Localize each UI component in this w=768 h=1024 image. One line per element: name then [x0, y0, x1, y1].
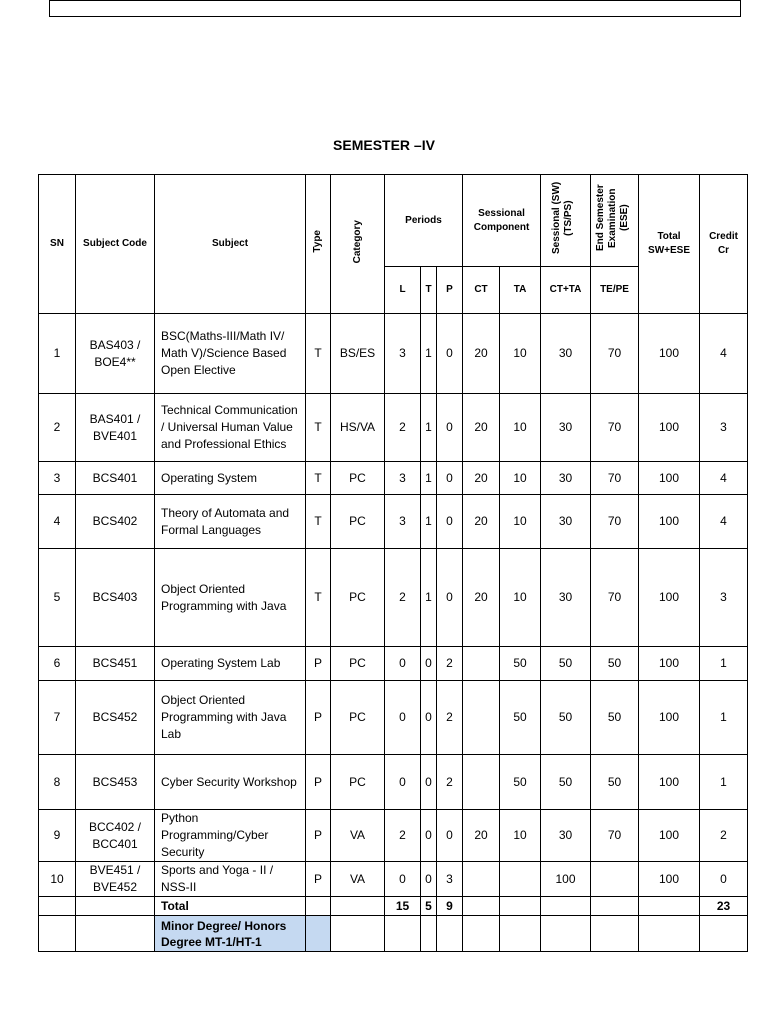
header-sn: SN: [39, 175, 76, 314]
cell-t: 0: [421, 810, 437, 862]
header-ese: End Semester Examination (ESE): [594, 184, 630, 252]
cell-category: VA: [331, 810, 385, 862]
cell-category: PC: [331, 647, 385, 681]
cell-ct: [463, 681, 500, 755]
cell-sw: 50: [541, 681, 591, 755]
cell-code: BCS452: [76, 681, 155, 755]
cell-sn: 6: [39, 647, 76, 681]
table-row: [39, 495, 748, 549]
cell-credit: 3: [700, 394, 748, 462]
cell-l: 2: [385, 549, 421, 647]
cell-l: 0: [385, 755, 421, 810]
cell-ta: 50: [500, 755, 541, 810]
cell-type: T: [306, 314, 331, 394]
cell-total: 100: [639, 647, 700, 681]
cell-total: 100: [639, 549, 700, 647]
cell-code: BVE451 / BVE452: [76, 862, 155, 897]
cell-sn: 3: [39, 462, 76, 495]
semester-table: [38, 174, 748, 952]
cell-sw: 30: [541, 549, 591, 647]
total-label: Total: [155, 897, 306, 916]
cell-p: 0: [437, 314, 463, 394]
header-t: T: [421, 267, 437, 314]
cell-p: 3: [437, 862, 463, 897]
cell-code: BCS403: [76, 549, 155, 647]
cell-sw: 30: [541, 495, 591, 549]
cell-subject: BSC(Maths-III/Math IV/ Math V)/Science Based Open Elective: [155, 314, 306, 394]
cell-sw: 50: [541, 755, 591, 810]
header-category: Category: [351, 219, 363, 264]
cell-code: BCC402 / BCC401: [76, 810, 155, 862]
header-credit: Credit Cr: [700, 175, 748, 314]
cell-type: P: [306, 681, 331, 755]
cell-total: 100: [639, 462, 700, 495]
cell-ta: 10: [500, 810, 541, 862]
cell-credit: 1: [700, 755, 748, 810]
cell-ta: 10: [500, 314, 541, 394]
cell-t: 0: [421, 647, 437, 681]
cell-p: 0: [437, 810, 463, 862]
cell-type: T: [306, 394, 331, 462]
empty-cell: [421, 916, 437, 952]
cell-ta: [500, 862, 541, 897]
cell-credit: 3: [700, 549, 748, 647]
cell-sn: 8: [39, 755, 76, 810]
cell-ta: 10: [500, 462, 541, 495]
cell-subject: Object Oriented Programming with Java: [155, 549, 306, 647]
cell-ct: 20: [463, 394, 500, 462]
cell-p: 0: [437, 462, 463, 495]
table-row: [39, 394, 748, 462]
minor-degree-row: [39, 916, 748, 952]
empty-cell: [331, 897, 385, 916]
header-sessional-sw-cell: [541, 175, 591, 267]
empty-cell: [76, 897, 155, 916]
header-l: L: [385, 267, 421, 314]
total-t: 5: [421, 897, 437, 916]
header-subject-code: Subject Code: [76, 175, 155, 314]
cell-sn: 10: [39, 862, 76, 897]
cell-l: 0: [385, 862, 421, 897]
empty-cell: [76, 916, 155, 952]
cell-p: 2: [437, 681, 463, 755]
table-row: [39, 810, 748, 862]
table-row: [39, 314, 748, 394]
cell-ta: 50: [500, 681, 541, 755]
cell-credit: 2: [700, 810, 748, 862]
minor-degree-highlight: [306, 916, 331, 952]
cell-l: 2: [385, 810, 421, 862]
cell-subject: Cyber Security Workshop: [155, 755, 306, 810]
header-sessional-component: Sessional Component: [463, 175, 541, 267]
cell-sn: 7: [39, 681, 76, 755]
header-te-pe: TE/PE: [591, 267, 639, 314]
table-row: [39, 755, 748, 810]
cell-category: PC: [331, 495, 385, 549]
cell-type: P: [306, 810, 331, 862]
cell-category: PC: [331, 755, 385, 810]
cell-ct: 20: [463, 495, 500, 549]
cell-t: 0: [421, 681, 437, 755]
header-ct: CT: [463, 267, 500, 314]
cell-ese: 70: [591, 394, 639, 462]
header-category-cell: [331, 175, 385, 314]
cell-sn: 5: [39, 549, 76, 647]
cell-subject: Python Programming/Cyber Security: [155, 810, 306, 862]
cell-credit: 1: [700, 647, 748, 681]
header-type-cell: [306, 175, 331, 314]
empty-cell: [331, 916, 385, 952]
cell-subject: Sports and Yoga - II / NSS-II: [155, 862, 306, 897]
cell-code: BCS451: [76, 647, 155, 681]
cell-credit: 4: [700, 462, 748, 495]
empty-cell: [639, 897, 700, 916]
empty-cell: [500, 916, 541, 952]
cell-p: 2: [437, 647, 463, 681]
cell-l: 0: [385, 647, 421, 681]
total-credit: 23: [700, 897, 748, 916]
empty-cell: [541, 897, 591, 916]
cell-code: BCS453: [76, 755, 155, 810]
cell-ta: 10: [500, 495, 541, 549]
cell-credit: 4: [700, 495, 748, 549]
cell-sw: 100: [541, 862, 591, 897]
cell-type: T: [306, 462, 331, 495]
cell-t: 1: [421, 314, 437, 394]
header-total: Total SW+ESE: [639, 175, 700, 314]
cell-credit: 0: [700, 862, 748, 897]
cell-category: PC: [331, 462, 385, 495]
cell-ese: 50: [591, 755, 639, 810]
cell-ese: [591, 862, 639, 897]
cell-subject: Operating System Lab: [155, 647, 306, 681]
cell-credit: 4: [700, 314, 748, 394]
empty-cell: [385, 916, 421, 952]
cell-l: 3: [385, 495, 421, 549]
cell-type: P: [306, 755, 331, 810]
cell-total: 100: [639, 810, 700, 862]
cell-ct: [463, 755, 500, 810]
cell-l: 3: [385, 462, 421, 495]
cell-credit: 1: [700, 681, 748, 755]
empty-cell: [591, 916, 639, 952]
cell-ese: 70: [591, 549, 639, 647]
cell-t: 1: [421, 549, 437, 647]
cell-ta: 10: [500, 394, 541, 462]
cell-type: T: [306, 495, 331, 549]
cell-ct: 20: [463, 314, 500, 394]
cell-category: HS/VA: [331, 394, 385, 462]
cell-t: 1: [421, 495, 437, 549]
table-row: [39, 647, 748, 681]
header-sessional-sw: Sessional (SW) (TS/PS): [550, 181, 574, 255]
cell-sw: 30: [541, 314, 591, 394]
cell-p: 0: [437, 549, 463, 647]
cell-subject: Technical Communication / Universal Human Value and Professional Ethics: [155, 394, 306, 462]
cell-sw: 30: [541, 810, 591, 862]
minor-degree-label: Minor Degree/ Honors Degree MT-1/HT-1: [155, 916, 306, 952]
cell-total: 100: [639, 862, 700, 897]
cell-subject: Theory of Automata and Formal Languages: [155, 495, 306, 549]
table-row: [39, 462, 748, 495]
cell-p: 0: [437, 394, 463, 462]
cell-category: BS/ES: [331, 314, 385, 394]
empty-cell: [700, 916, 748, 952]
empty-cell: [639, 916, 700, 952]
cell-p: 2: [437, 755, 463, 810]
cell-sn: 4: [39, 495, 76, 549]
cell-p: 0: [437, 495, 463, 549]
cell-sn: 1: [39, 314, 76, 394]
cell-ct: 20: [463, 462, 500, 495]
cell-ct: 20: [463, 810, 500, 862]
cell-t: 1: [421, 394, 437, 462]
cell-total: 100: [639, 495, 700, 549]
cell-sw: 50: [541, 647, 591, 681]
empty-cell: [591, 897, 639, 916]
cell-type: T: [306, 549, 331, 647]
cell-total: 100: [639, 394, 700, 462]
cell-sn: 9: [39, 810, 76, 862]
cell-type: P: [306, 862, 331, 897]
cell-ct: [463, 647, 500, 681]
cell-l: 0: [385, 681, 421, 755]
header-type: Type: [312, 230, 323, 253]
cell-code: BCS401: [76, 462, 155, 495]
header-subject: Subject: [155, 175, 306, 314]
header-periods: Periods: [385, 175, 463, 267]
cell-ese: 70: [591, 810, 639, 862]
cell-subject: Operating System: [155, 462, 306, 495]
empty-cell: [306, 897, 331, 916]
cell-sn: 2: [39, 394, 76, 462]
empty-cell: [500, 897, 541, 916]
cell-total: 100: [639, 681, 700, 755]
cell-category: PC: [331, 549, 385, 647]
empty-cell: [39, 916, 76, 952]
cell-ct: 20: [463, 549, 500, 647]
top-border-box: [49, 0, 741, 17]
cell-t: 0: [421, 755, 437, 810]
cell-t: 0: [421, 862, 437, 897]
cell-t: 1: [421, 462, 437, 495]
cell-code: BAS403 / BOE4**: [76, 314, 155, 394]
cell-category: PC: [331, 681, 385, 755]
empty-cell: [39, 897, 76, 916]
cell-code: BCS402: [76, 495, 155, 549]
table-row: [39, 681, 748, 755]
cell-l: 2: [385, 394, 421, 462]
total-l: 15: [385, 897, 421, 916]
cell-category: VA: [331, 862, 385, 897]
table-row: [39, 862, 748, 897]
cell-l: 3: [385, 314, 421, 394]
cell-ta: 50: [500, 647, 541, 681]
cell-type: P: [306, 647, 331, 681]
cell-ese: 70: [591, 314, 639, 394]
empty-cell: [463, 897, 500, 916]
empty-cell: [437, 916, 463, 952]
total-p: 9: [437, 897, 463, 916]
cell-total: 100: [639, 314, 700, 394]
cell-sw: 30: [541, 394, 591, 462]
cell-ese: 50: [591, 681, 639, 755]
cell-ct: [463, 862, 500, 897]
cell-ese: 50: [591, 647, 639, 681]
empty-cell: [463, 916, 500, 952]
table-row: [39, 549, 748, 647]
header-p: P: [437, 267, 463, 314]
cell-ta: 10: [500, 549, 541, 647]
cell-code: BAS401 / BVE401: [76, 394, 155, 462]
cell-total: 100: [639, 755, 700, 810]
header-ese-cell: [591, 175, 639, 267]
cell-subject: Object Oriented Programming with Java Lab: [155, 681, 306, 755]
cell-sw: 30: [541, 462, 591, 495]
cell-ese: 70: [591, 462, 639, 495]
total-row: [39, 897, 748, 916]
header-ct-ta: CT+TA: [541, 267, 591, 314]
header-ta: TA: [500, 267, 541, 314]
cell-ese: 70: [591, 495, 639, 549]
empty-cell: [541, 916, 591, 952]
semester-title: SEMESTER –IV: [333, 137, 435, 153]
